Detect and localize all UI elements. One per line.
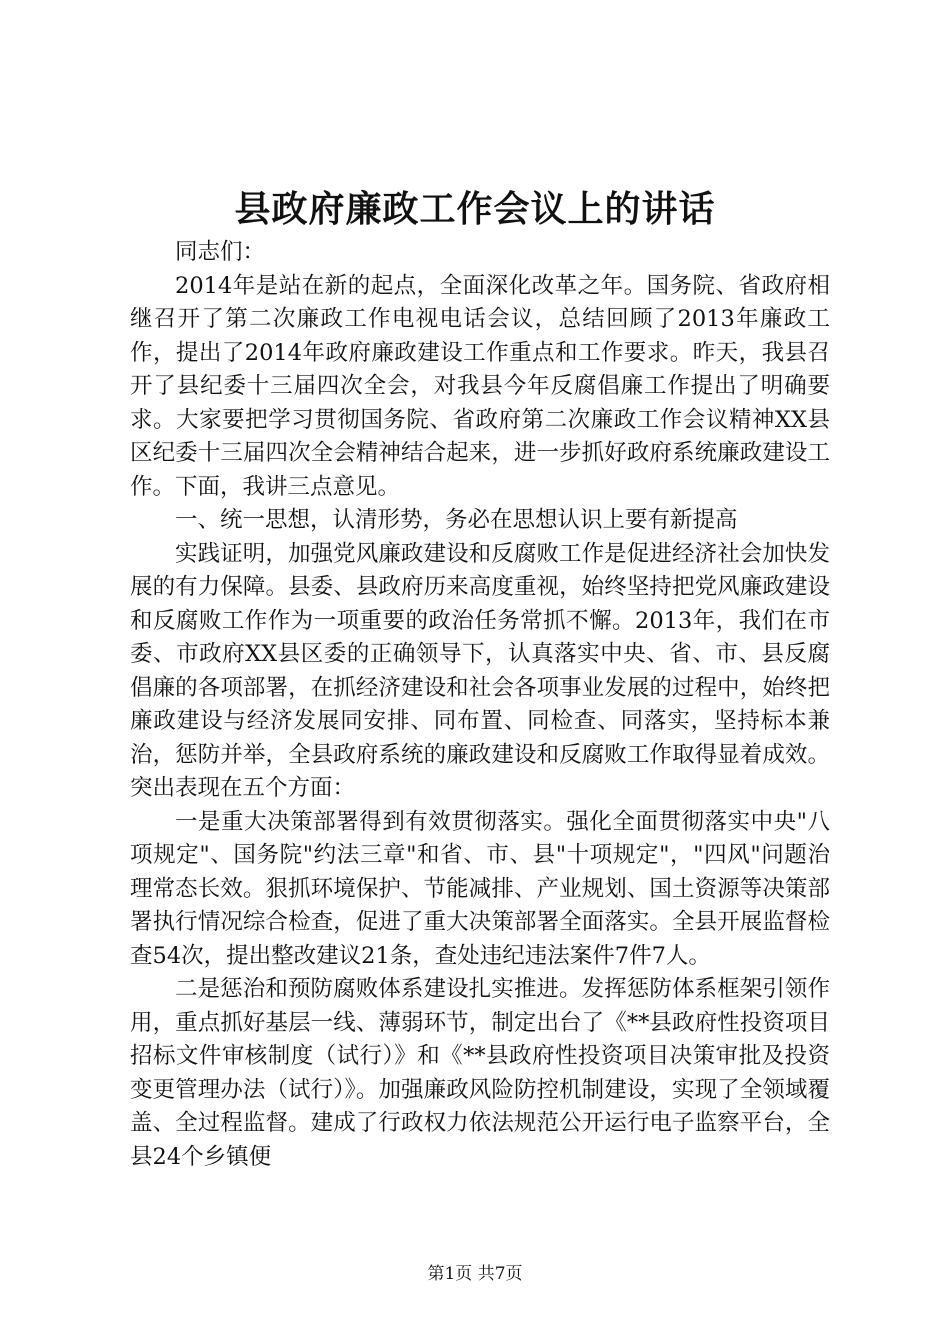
paragraph-point-2: 二是惩治和预防腐败体系建设扎实推进。发挥惩防体系框架引领作用，重点抓好基层一线、薄弱环节，制定出台了《**县政府性投资项目招标文件审核制度（试行）》和《**县政府性投资项目决策审批及投资变更管理办法（试行）》。加强廉政风险防控机制建设，实现了全领域覆盖、全过程监督。建成了行政权力依法规范公开运行电子监察平台，全县24个乡镇便 bbox=[130, 976, 830, 1170]
paragraph-point-1: 一是重大决策部署得到有效贯彻落实。强化全面贯彻落实中央"八项规定"、国务院"约法三章"和省、市、县"十项规定"，"四风"问题治理常态长效。狠抓环境保护、节能减排、产业规划、国土资源等决策部署执行情况综合检查，促进了重大决策部署全面落实。全县开展监督检查54次，提出整改建议21条，查处违纪违法案件7件7人。 bbox=[130, 808, 830, 969]
page-footer: 第1页 共7页 bbox=[427, 1264, 523, 1284]
paragraph-practice: 实践证明，加强党风廉政建设和反腐败工作是促进经济社会加快发展的有力保障。县委、县政府历来高度重视，始终坚持把党风廉政建设和反腐败工作作为一项重要的政治任务常抓不懈。2013年，我们在市委、市政府XX县区委的正确领导下，认真落实中央、省、市、县反腐倡廉的各项部署，在抓经济建设和社会各项事业发展的过程中，始终把廉政建设与经济发展同安排、同布置、同检查、同落实，坚持标本兼治，惩防并举，全县政府系统的廉政建设和反腐败工作取得显着成效。突出表现在五个方面： bbox=[130, 540, 830, 801]
document-body bbox=[130, 236, 830, 1174]
document-title: 县政府廉政工作会议上的讲话 bbox=[234, 188, 716, 230]
paragraph-intro: 2014年是站在新的起点，全面深化改革之年。国务院、省政府相继召开了第二次廉政工作电视电话会议，总结回顾了2013年廉政工作，提出了2014年政府廉政建设工作重点和工作要求。昨天，我县召开了县纪委十三届四次全会，对我县今年反腐倡廉工作提出了明确要求。大家要把学习贯彻国务院、省政府第二次廉政工作会议精神XX县区纪委十三届四次全会精神结合起来，进一步抓好政府系统廉政建设工作。下面，我讲三点意见。 bbox=[130, 272, 830, 500]
section-heading-1: 一、统一思想，认清形势，务必在思想认识上要有新提高 bbox=[175, 507, 738, 533]
salutation: 同志们： bbox=[175, 239, 266, 265]
